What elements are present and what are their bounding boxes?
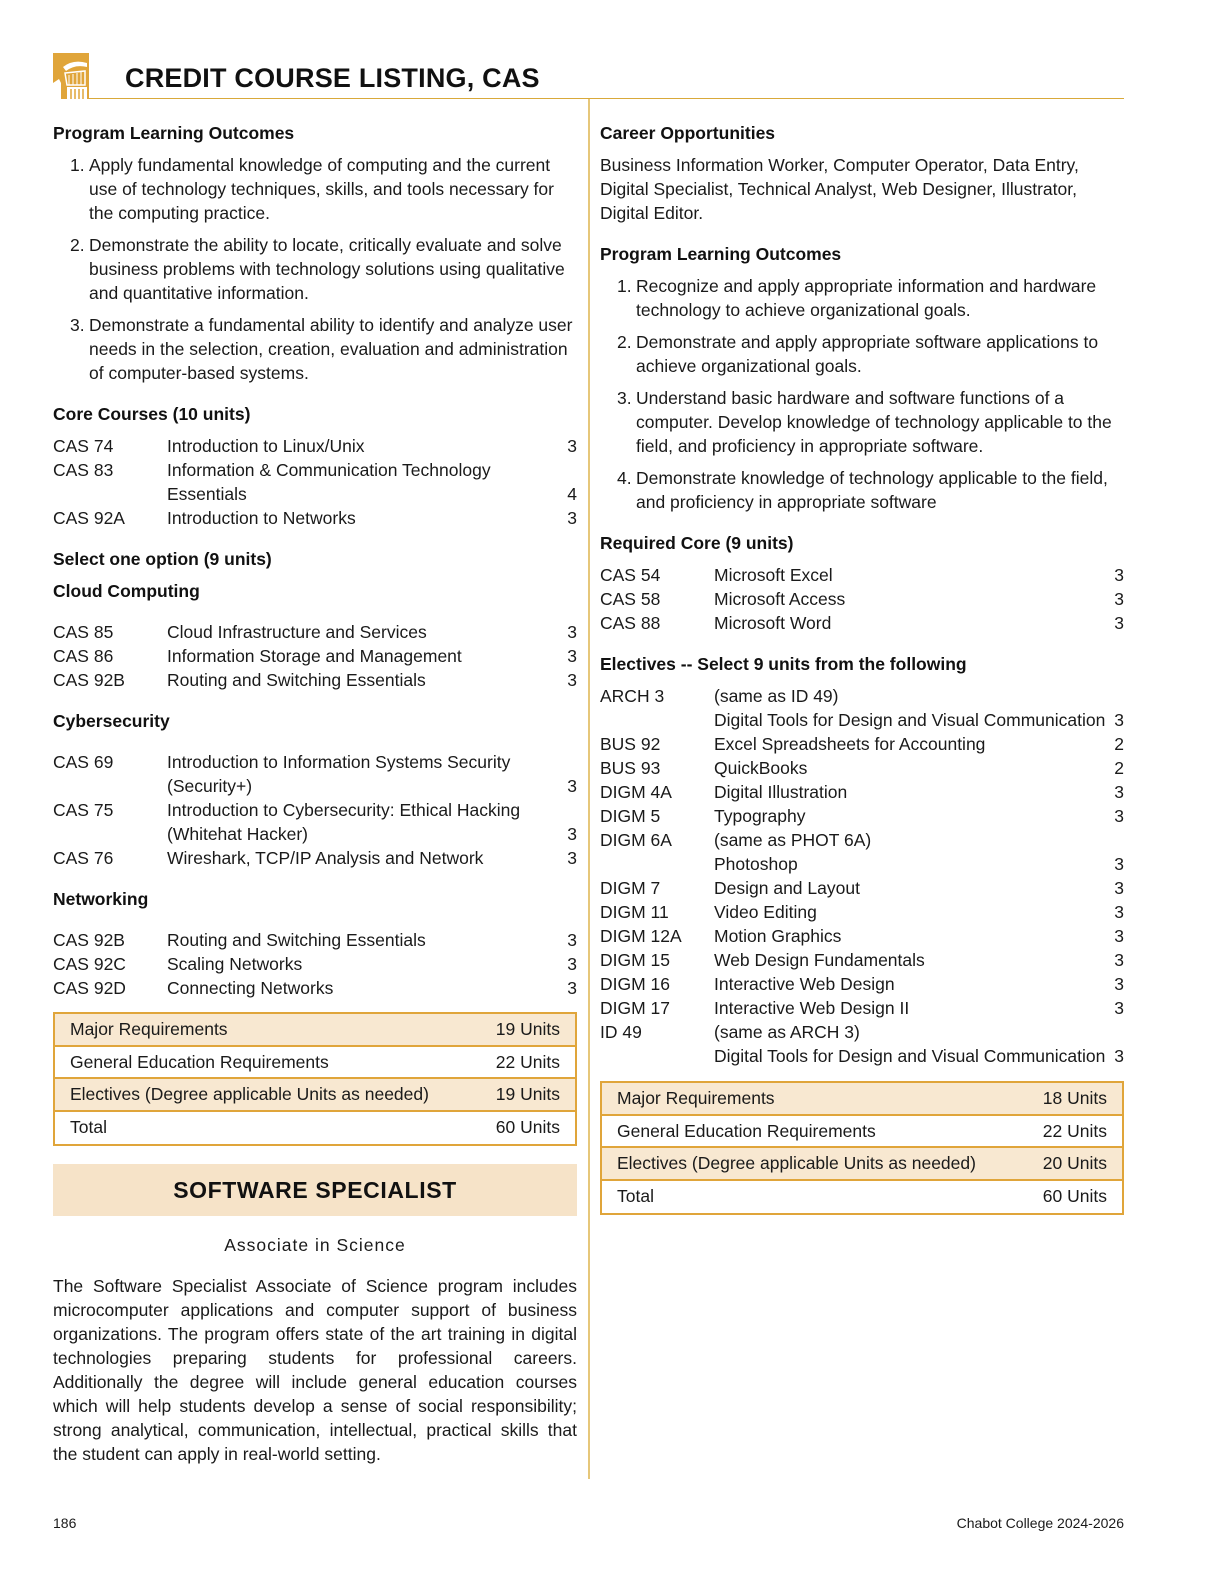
plo-heading: Program Learning Outcomes <box>53 123 295 143</box>
course-row: BUS 92 Excel Spreadsheets for Accounting 2 <box>600 734 1124 754</box>
plo-item: 1. Apply fundamental knowledge of computing and the current use of technology techniques, skills, and tools necessary for the computing practice. <box>70 155 554 223</box>
units-summary-table <box>600 1081 1124 1215</box>
summary-row-major: Major Requirements 18 Units <box>602 1083 1122 1116</box>
core-courses-heading: Core Courses (10 units) <box>53 404 251 424</box>
course-row: ARCH 3 (same as ID 49) Digital Tools for Design and Visual Communication 3 <box>600 686 1124 730</box>
course-row: CAS 54 Microsoft Excel 3 <box>600 565 1124 585</box>
course-row: CAS 76 Wireshark, TCP/IP Analysis and Network 3 <box>53 848 577 868</box>
cybersecurity-heading: Cybersecurity <box>53 711 170 731</box>
plo-item: 1. Recognize and apply appropriate information and hardware technology to achieve organizational goals. <box>617 276 1097 320</box>
core-courses-list <box>53 434 577 530</box>
units-summary-table <box>53 1012 577 1146</box>
course-row: CAS 58 Microsoft Access 3 <box>600 589 1124 609</box>
course-row: CAS 92B Routing and Switching Essentials 3 <box>53 930 577 950</box>
course-row: DIGM 17 Interactive Web Design II 3 <box>600 998 1124 1018</box>
course-row: DIGM 15 Web Design Fundamentals 3 <box>600 950 1124 970</box>
course-row: DIGM 11 Video Editing 3 <box>600 902 1124 922</box>
page-header <box>53 53 1124 99</box>
course-row: CAS 86 Information Storage and Management 3 <box>53 646 577 666</box>
networking-courses-list <box>53 928 577 1000</box>
course-row: DIGM 4A Digital Illustration 3 <box>600 782 1124 802</box>
cloud-courses-list <box>53 620 577 692</box>
plo-item: 2. Demonstrate the ability to locate, critically evaluate and solve business problems with technology solutions using qualitative and quantitative information. <box>70 235 565 303</box>
plo-list <box>617 274 1124 514</box>
course-row: DIGM 5 Typography 3 <box>600 806 1124 826</box>
summary-row-total: Total 60 Units <box>617 1185 1107 1206</box>
required-core-heading: Required Core (9 units) <box>600 533 794 553</box>
plo-item: 2. Demonstrate and apply appropriate software applications to achieve organizational goals. <box>617 332 1099 376</box>
right-column <box>600 121 1124 1215</box>
summary-row-total: Total 60 Units <box>70 1116 560 1137</box>
summary-row-electives: Electives (Degree applicable Units as needed) 20 Units <box>602 1148 1122 1181</box>
college-building-icon <box>53 53 89 99</box>
career-text: Business Information Worker, Computer Operator, Data Entry, Digital Specialist, Technical Analyst, Web Designer, Illustrator, Digital Editor. <box>600 155 1079 223</box>
course-row: DIGM 12A Motion Graphics 3 <box>600 926 1124 946</box>
plo-heading: Program Learning Outcomes <box>600 244 842 264</box>
summary-row-electives: Electives (Degree applicable Units as needed) 19 Units <box>55 1079 575 1112</box>
course-row: CAS 75 Introduction to Cybersecurity: Ethical Hacking (Whitehat Hacker) 3 <box>53 800 577 844</box>
course-row: CAS 69 Introduction to Information Systems Security (Security+) 3 <box>53 752 577 796</box>
career-heading: Career Opportunities <box>600 123 776 143</box>
course-row: DIGM 7 Design and Layout 3 <box>600 878 1124 898</box>
course-row: DIGM 6A (same as PHOT 6A) Photoshop 3 <box>600 830 1124 874</box>
plo-list <box>70 153 577 385</box>
publication-name: Chabot College 2024-2026 <box>956 1515 1124 1531</box>
electives-heading: Electives -- Select 9 units from the following <box>600 654 967 674</box>
degree-type: Associate in Science <box>224 1235 406 1255</box>
summary-row-ge: General Education Requirements 22 Units <box>602 1116 1122 1149</box>
page-title: CREDIT COURSE LISTING, CAS <box>125 63 540 93</box>
course-row: CAS 85 Cloud Infrastructure and Services 3 <box>53 622 577 642</box>
page-number: 186 <box>53 1515 77 1531</box>
summary-row-major: Major Requirements 19 Units <box>55 1014 575 1047</box>
column-divider <box>588 99 590 1479</box>
left-column <box>53 121 577 1466</box>
program-banner: SOFTWARE SPECIALIST <box>53 1164 577 1216</box>
course-row: CAS 92B Routing and Switching Essentials 3 <box>53 670 577 690</box>
course-row: CAS 92D Connecting Networks 3 <box>53 978 577 998</box>
plo-item: 4. Demonstrate knowledge of technology applicable to the field, and proficiency in appropriate software <box>617 468 1108 512</box>
required-core-list <box>600 563 1124 635</box>
select-option-heading: Select one option (9 units) <box>53 549 272 569</box>
plo-item: 3. Understand basic hardware and software functions of a computer. Develop knowledge of technology applicable to the field, and proficiency in appropriate software. <box>617 388 1112 456</box>
networking-heading: Networking <box>53 889 149 909</box>
course-row: DIGM 16 Interactive Web Design 3 <box>600 974 1124 994</box>
summary-row-ge: General Education Requirements 22 Units <box>55 1047 575 1080</box>
program-description: The Software Specialist Associate of Science program includes microcomputer applications and computer support of business organizations. The program offers state of the art training in digital technologies preparing students for professional careers. Additionally the degree will include general education courses which will help students develop a sense of social responsibility; strong analytical, communication, intellectual, practical skills that the student can apply in real-world setting. <box>53 1276 577 1464</box>
course-row: ID 49 (same as ARCH 3) Digital Tools for Design and Visual Communication 3 <box>600 1022 1124 1066</box>
course-row: CAS 74 Introduction to Linux/Unix 3 <box>53 436 577 456</box>
course-row: BUS 93 QuickBooks 2 <box>600 758 1124 778</box>
course-row: CAS 88 Microsoft Word 3 <box>600 613 1124 633</box>
electives-list <box>600 684 1124 1068</box>
course-row: CAS 92C Scaling Networks 3 <box>53 954 577 974</box>
course-row: CAS 83 Information & Communication Technology Essentials 4 <box>53 460 577 504</box>
cyber-courses-list <box>53 750 577 870</box>
plo-item: 3. Demonstrate a fundamental ability to identify and analyze user needs in the selection, creation, evaluation and administration of computer-based systems. <box>70 315 573 383</box>
cloud-computing-heading: Cloud Computing <box>53 581 200 601</box>
course-row: CAS 92A Introduction to Networks 3 <box>53 508 577 528</box>
